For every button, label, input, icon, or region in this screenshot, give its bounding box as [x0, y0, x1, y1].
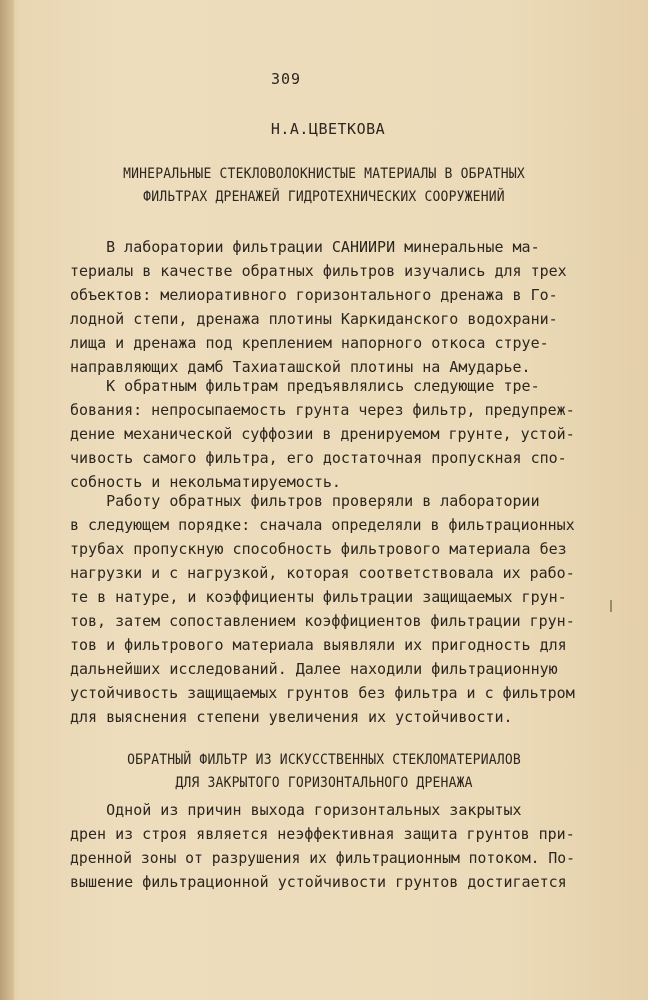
- text-line: В лаборатории фильтрации САНИИРИ минеральные ма-: [70, 238, 540, 256]
- text-line: К обратным фильтрам предъявлялись следующие тре-: [70, 377, 540, 395]
- margin-pencil-mark: [610, 600, 612, 612]
- text-line: Одной из причин выхода горизонтальных закрытых: [70, 801, 522, 819]
- text-line: бования: непросыпаемость грунта через фильтр, предупреж-: [70, 401, 575, 419]
- text-line: в следующем порядке: сначала определяли в фильтрационных: [70, 516, 575, 534]
- author-name: Н.А.ЦВЕТКОВА: [270, 120, 386, 138]
- title-line: МИНЕРАЛЬНЫЕ СТЕКЛОВОЛОКНИСТЫЕ МАТЕРИАЛЫ В ОБРАТНЫХ: [123, 166, 525, 182]
- text-line: дренной зоны от разрушения их фильтрационным потоком. По-: [70, 849, 575, 867]
- page-number: 309: [271, 70, 302, 88]
- text-line: дальнейших исследований. Далее находили фильтрационную: [70, 660, 558, 678]
- text-line: тов, затем сопоставлением коэффициентов фильтрации грун-: [70, 612, 575, 630]
- text-line: тов и фильтрового материала выявляли их пригодность для: [70, 636, 567, 654]
- text-line: устойчивость защищаемых грунтов без фильтра и с фильтром: [70, 684, 575, 702]
- text-line: дрен из строя является неэффективная защита грунтов при-: [70, 825, 575, 843]
- paragraph-2: [70, 374, 575, 494]
- text-line: собность и некольматируемость.: [70, 473, 341, 491]
- article-title: [32, 163, 615, 209]
- text-line: направляющих дамб Тахиаташской плотины на Амударье.: [70, 358, 531, 376]
- paragraph-1: [70, 235, 570, 379]
- text-line: лодной степи, дренажа плотины Каркиданского водохрани-: [70, 310, 558, 328]
- text-line: объектов: мелиоративного горизонтального дренажа в Го-: [70, 286, 558, 304]
- text-line: лища и дренажа под креплением напорного откоса струе-: [70, 334, 549, 352]
- title-line: ФИЛЬТРАХ ДРЕНАЖЕЙ ГИДРОТЕХНИЧЕСКИХ СООРУЖЕНИЙ: [143, 189, 505, 205]
- paragraph-3: [70, 489, 575, 729]
- section-heading-line: ДЛЯ ЗАКРЫТОГО ГОРИЗОНТАЛЬНОГО ДРЕНАЖА: [175, 775, 473, 791]
- text-line: для выяснения степени увеличения их устойчивости.: [70, 708, 513, 726]
- binding-gutter: [0, 0, 14, 1000]
- text-line: дение механической суффозии в дренируемом грунте, устой-: [70, 425, 575, 443]
- section-heading-line: ОБРАТНЫЙ ФИЛЬТР ИЗ ИСКУССТВЕННЫХ СТЕКЛОМАТЕРИАЛОВ: [127, 752, 521, 768]
- section-heading: [32, 749, 615, 795]
- text-line: вышение фильтрационной устойчивости грунтов достигается: [70, 873, 567, 891]
- text-line: Работу обратных фильтров проверяли в лаборатории: [70, 492, 540, 510]
- text-line: те в натуре, и коэффициенты фильтрации защищаемых грун-: [70, 588, 567, 606]
- text-line: трубах пропускную способность фильтрового материала без: [70, 540, 567, 558]
- text-line: чивость самого фильтра, его достаточная пропускная спо-: [70, 449, 567, 467]
- text-line: териалы в качестве обратных фильтров изучались для трех: [70, 262, 567, 280]
- paragraph-4: [70, 798, 575, 894]
- text-line: нагрузки и с нагрузкой, которая соответствовала их рабо-: [70, 564, 575, 582]
